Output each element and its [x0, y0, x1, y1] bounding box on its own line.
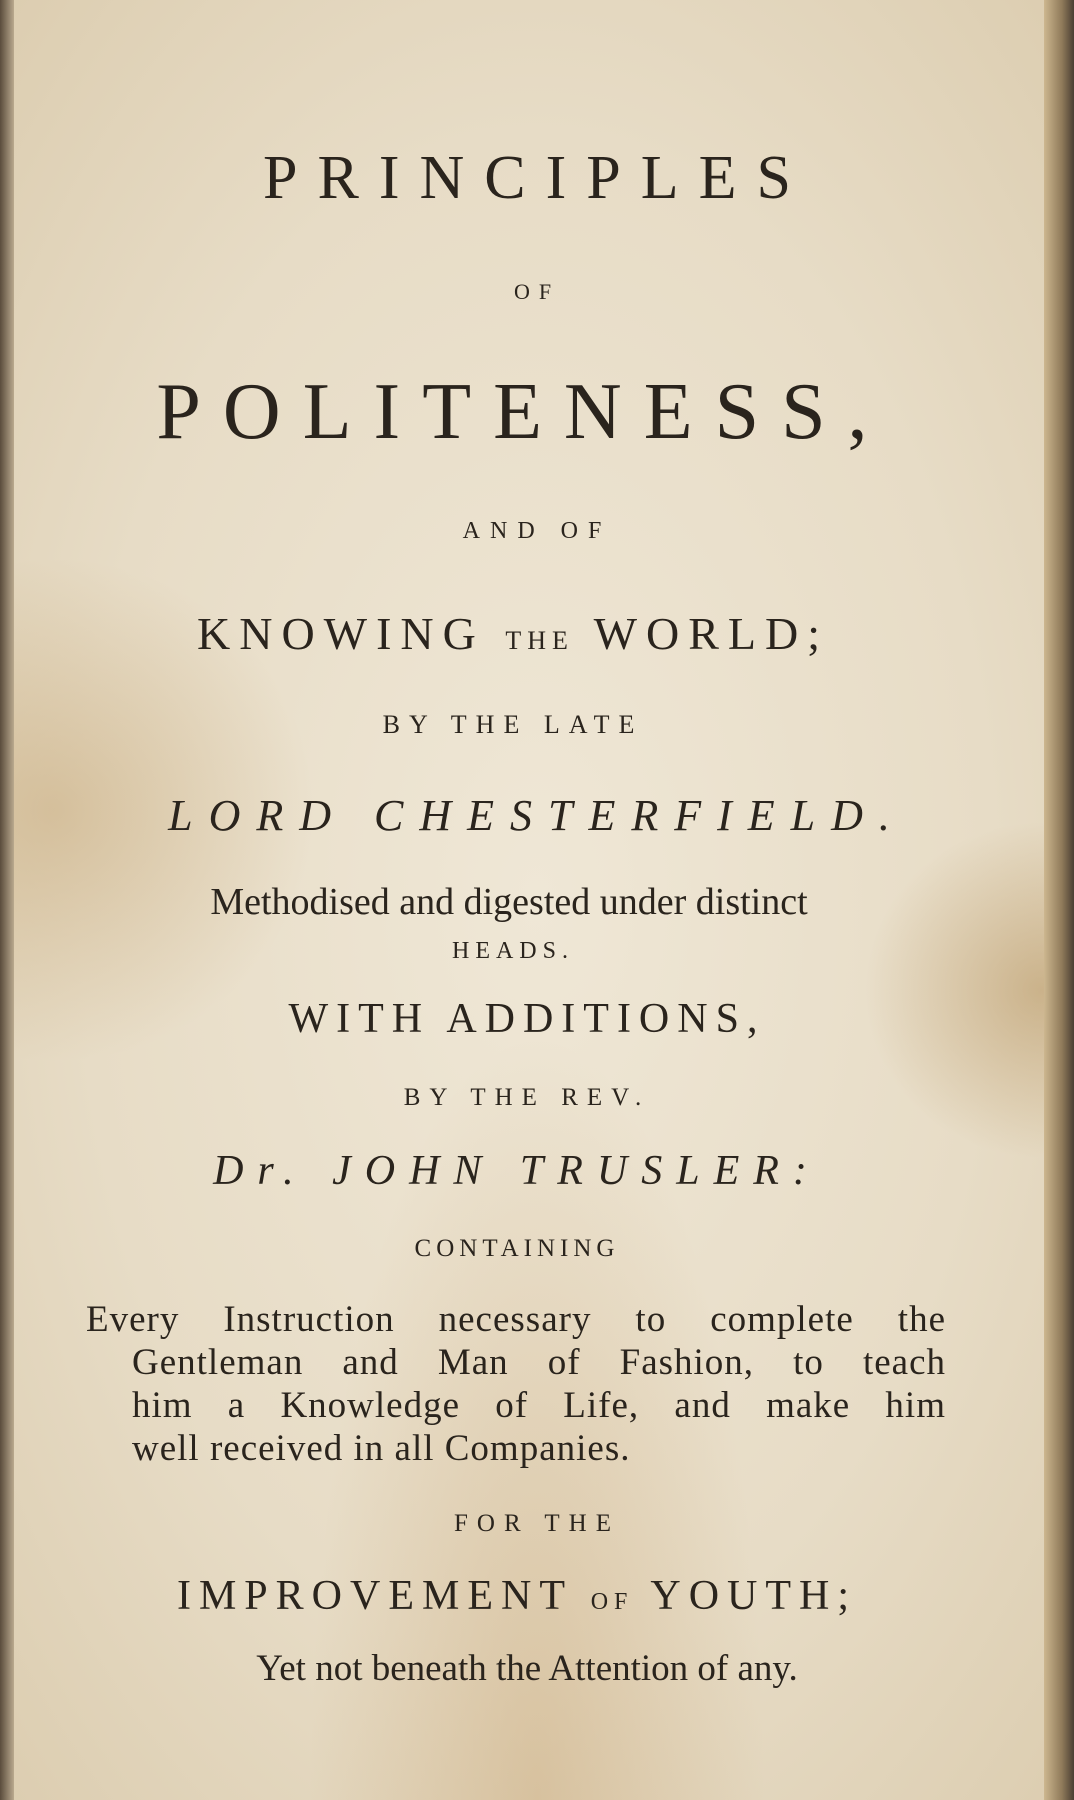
description-line: Gentleman and Man of Fashion, to teach — [132, 1342, 946, 1383]
title-knowing-the-world — [0, 607, 1050, 660]
editor-name: Dr. JOHN TRUSLER: — [213, 1148, 821, 1194]
description-line: him a Knowledge of Life, and make him — [132, 1385, 946, 1426]
title-of: OF — [513, 279, 561, 304]
title-principles: PRINCIPLES — [263, 144, 811, 212]
containing-line: CONTAINING — [414, 1235, 620, 1262]
word-the: THE — [505, 626, 574, 655]
author-name: LORD CHESTERFIELD. — [168, 791, 906, 840]
description-paragraph — [86, 1298, 946, 1470]
closing-line: Yet not beneath the Attention of any. — [256, 1648, 798, 1689]
heads-line: HEADS. — [451, 938, 574, 964]
title-politeness: POLITENESS, — [156, 368, 890, 456]
by-the-rev: BY THE REV. — [403, 1084, 651, 1111]
description-line: Every Instruction necessary to complete the — [86, 1299, 946, 1340]
improvement-of-youth — [0, 1572, 1054, 1620]
for-the: FOR THE — [453, 1510, 621, 1537]
description-line: well received in all Companies. — [132, 1428, 631, 1469]
methodised-line: Methodised and digested under distinct — [210, 881, 808, 923]
title-and-of: AND OF — [462, 518, 612, 544]
word-improvement: IMPROVEMENT — [176, 1573, 573, 1619]
word-of: OF — [590, 1589, 634, 1615]
by-the-late: BY THE LATE — [382, 710, 644, 739]
with-additions: WITH ADDITIONS, — [288, 996, 766, 1042]
word-knowing: KNOWING — [197, 608, 485, 659]
word-youth: YOUTH; — [650, 1573, 858, 1619]
word-world: WORLD; — [593, 608, 829, 659]
